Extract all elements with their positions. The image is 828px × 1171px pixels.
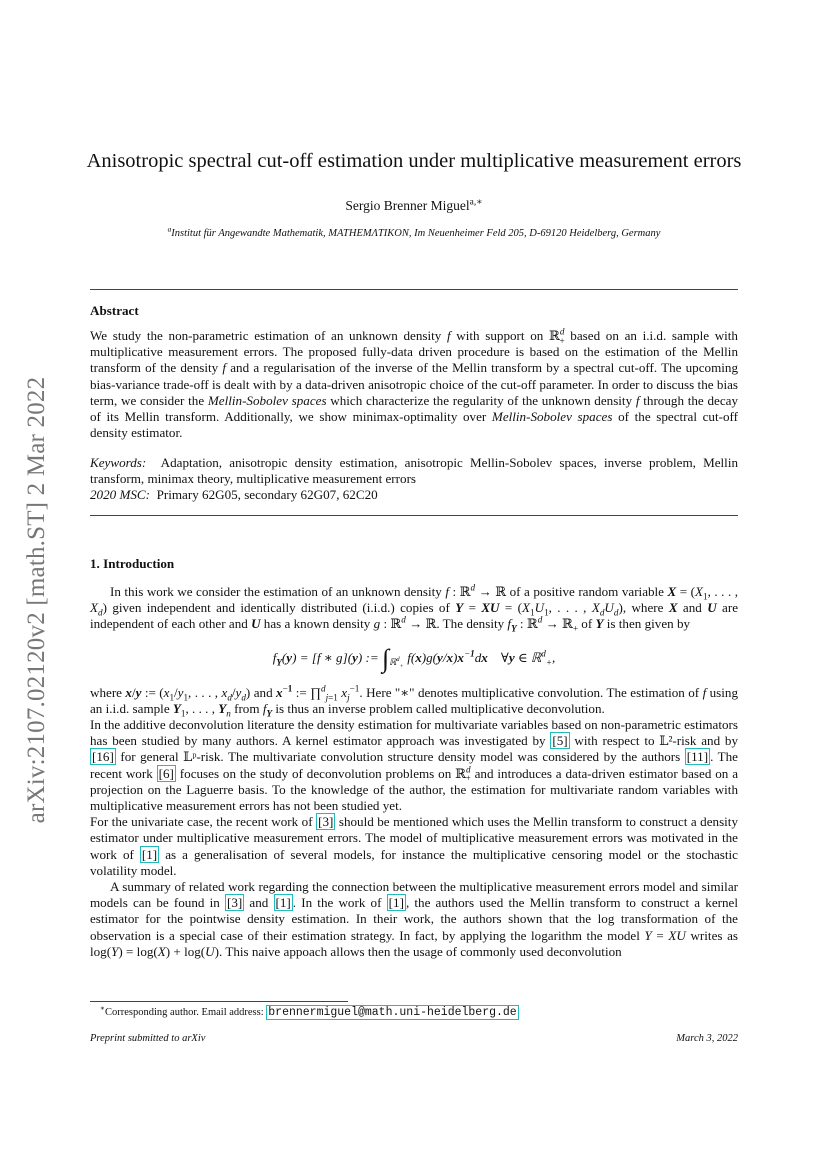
abstract-text: We study the non-parametric estimation of an unknown density f with support on ℝ$^d_+$ based on an i.i.d. sample with multiplicative measurement errors. The proposed fully-data driven procedure is based on the estimation of the Mellin transform of the density f and a regularisation of the inverse of the Mellin transform by a spectral cut-off. The upcoming bias-variance trade-off is dealt with by a data-driven anisotropic choice of the cut-off parameter. In order to discuss the bias term, we consider the Mellin-Sobolev spaces which characterize the regularity of the unknown density f through the decay of its Mellin transform. Additionally, we show minimax-optimality over Mellin-Sobolev spaces of the spectral cut-off density estimator. bbox=[90, 326, 739, 441]
citation-1-third[interactable]: [1] bbox=[388, 895, 404, 911]
keywords-block bbox=[90, 455, 738, 504]
footer-left: Preprint submitted to arXiv bbox=[90, 1033, 206, 1044]
citation-6[interactable]: [6] bbox=[158, 765, 174, 781]
intro-paragraph-1: In this work we consider the estimation of an unknown density f : ℝ$^d$ → ℝ of a positive random variable $X = (X_1$, . . . , $X_d$) given independent and identically distributed (i.i.d.) copies of Y = XU = ($X_1U_1$, . . . , $X_dU_d$), where X and U are independent of each other and U has a known density g : ℝ$^d$ → ℝ. The density $f_Y$ : ℝ$^d$ → ℝ$_+$ of Y is then given by bbox=[90, 582, 739, 635]
author-marks: a,∗ bbox=[469, 197, 483, 208]
paper-title: Anisotropic spectral cut-off estimation under multiplicative measurement errors bbox=[86, 150, 742, 172]
abstract-top-rule bbox=[90, 289, 738, 290]
keywords-bottom-rule bbox=[90, 515, 738, 516]
footer-date: March 3, 2022 bbox=[676, 1033, 738, 1044]
citation-1-second[interactable]: [1] bbox=[275, 895, 291, 911]
msc-text: Primary 62G05, secondary 62G07, 62C20 bbox=[156, 487, 378, 503]
citation-16[interactable]: [16] bbox=[92, 749, 114, 765]
introduction-text bbox=[90, 584, 738, 960]
convolution-equation: $f_Y(y) = [f$ ∗ g](y) := $\int_{ℝ^d_+}$ $f(x)g(y/x)x^{-1}dx$ ∀y ∈ ℝ$^d_+$, bbox=[272, 643, 556, 673]
intro-paragraph-2: where x/y := ($x_1/y_1$, . . . , $x_d/y_d$) and $x^{-1}$ := ∏$^d_{j=1}$ $x_j^{-1}$. Here "∗" denotes multiplicative convolution. The estimation of f using an i.i.d. sample $Y_1$, . . . , $Y_n$ from $f_Y$ is thus an inverse problem called multiplicative deconvolution. bbox=[90, 683, 739, 719]
footnote: ∗Corresponding author. Email address: brennermiguel@math.uni-heidelberg.de bbox=[100, 1003, 517, 1019]
abstract-heading: Abstract bbox=[90, 303, 139, 318]
keywords-text: Adaptation, anisotropic density estimation, anisotropic Mellin-Sobolev spaces, inverse problem, Mellin transform, minimax theory, multiplicative measurement errors bbox=[90, 455, 739, 487]
affiliation-mark: a bbox=[167, 224, 172, 234]
intro-paragraph-5: A summary of related work regarding the connection between the multiplicative measurement errors model and similar models can be found in [3] and [1] . In the work of [1] , the authors used the Mellin transform to construct a kernel estimator for the pointwise density estimation. In their work, the authors shown that the log transformation of the observation is a special case of their estimation strategy. In fact, by applying the logarithm the model Y = XU writes as log(Y) = log(X) + log(U). This naive appoach allows then the usage of commonly used deconvolution bbox=[90, 879, 739, 959]
citation-3[interactable]: [3] bbox=[318, 814, 334, 830]
citation-11[interactable]: [11] bbox=[686, 749, 709, 765]
email-link[interactable]: brennermiguel@math.uni-heidelberg.de bbox=[268, 1006, 517, 1019]
author-line bbox=[60, 198, 768, 214]
footnote-rule bbox=[90, 1001, 348, 1002]
author-name: Sergio Brenner Miguel bbox=[345, 198, 470, 213]
citation-5[interactable]: [5] bbox=[552, 733, 568, 749]
msc-label: 2020 MSC: bbox=[90, 487, 151, 503]
citation-1[interactable]: [1] bbox=[141, 846, 158, 862]
section-heading: 1. Introduction bbox=[90, 556, 175, 571]
intro-paragraph-3: In the additive deconvolution literature the density estimation for multivariate variables based on non-parametric estimators has been studied by many authors. A kernel estimator approach was investigated by [5] with respect to 𝕃²-risk and by [16] for general 𝕃ᵖ-risk. The multivariate convolution structure density model was considered by the authors [11] . The recent work [6] focuses on the study of deconvolution problems on ℝ$^d_+$ and introduces a data-driven estimator based on a projection on the Laguerre basis. To the knowledge of the author, the estimation for multivariate random variables with multiplicative measurement errors has not been studied yet. bbox=[90, 717, 739, 814]
intro-paragraph-4: For the univariate case, the recent work of [3] should be mentioned which uses the Mellin transform to construct a density estimator under multiplicative measurement errors. The model of multiplicative measurement errors was motivated in the work of [1] as a generalisation of several models, for instance the multiplicative censoring model or the stochastic volatility model. bbox=[90, 814, 738, 878]
keywords-label: Keywords: bbox=[90, 455, 147, 470]
affiliation: $^a$Institut für Angewandte Mathematik, MATHEMΛTIKON, Im Neuenheimer Feld 205, D-69120 Heidelberg, Germany bbox=[167, 224, 661, 239]
citation-3-second[interactable]: [3] bbox=[226, 895, 243, 911]
arxiv-identifier: arXiv:2107.02120v2 [math.ST] 2 Mar 2022 bbox=[23, 376, 50, 824]
